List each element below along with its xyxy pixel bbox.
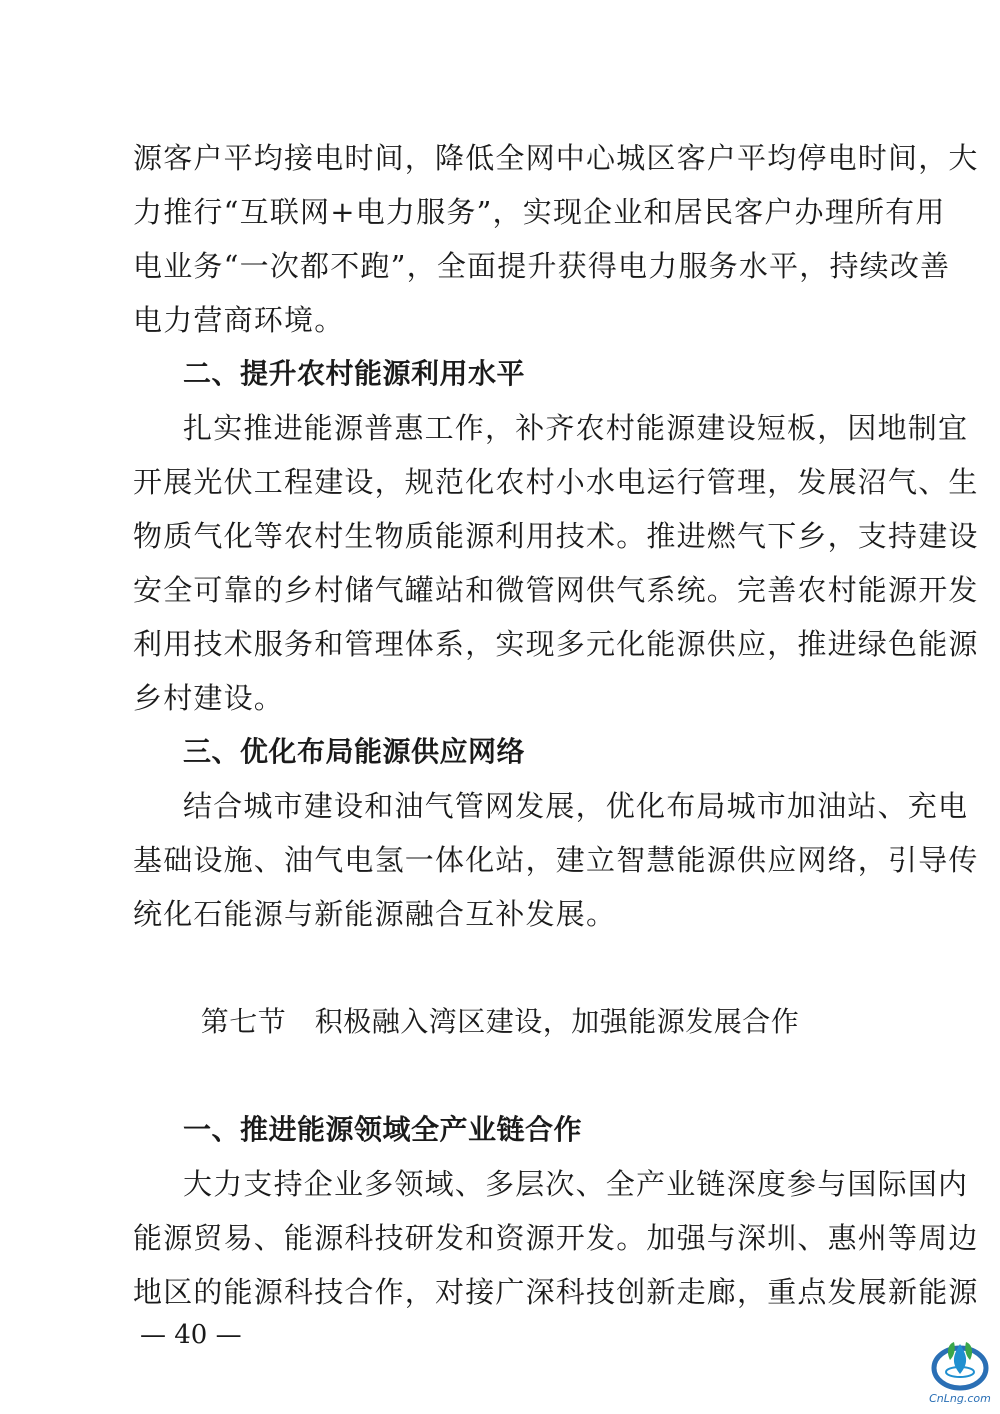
paragraph-2-line-2: 开展光伏工程建设，规范化农村小水电运行管理，发展沼气、生 — [133, 465, 979, 499]
paragraph-2-line-3: 物质气化等农村生物质能源利用技术。推进燃气下乡，支持建设 — [133, 519, 979, 553]
paragraph-1-line-2: 力推行“互联网+电力服务”，实现企业和居民客户办理所有用 — [133, 195, 946, 229]
paragraph-4-line-3: 地区的能源科技合作，对接广深科技创新走廊，重点发展新能源 — [133, 1275, 979, 1309]
paragraph-1-line-4: 电力营商环境。 — [133, 303, 345, 337]
paragraph-2-line-6: 乡村建设。 — [133, 681, 285, 715]
logo-text: CnLng.com — [929, 1392, 991, 1405]
heading-rural-energy: 二、提升农村能源利用水平 — [183, 357, 526, 390]
paragraph-4-line-1: 大力支持企业多领域、多层次、全产业链深度参与国际国内 — [183, 1167, 969, 1201]
paragraph-1-line-1: 源客户平均接电时间，降低全网中心城区客户平均停电时间，大 — [133, 141, 979, 175]
paragraph-3-line-2: 基础设施、油气电氢一体化站，建立智慧能源供应网络，引导传 — [133, 843, 979, 877]
section-title: 第七节 积极融入湾区建设，加强能源发展合作 — [200, 1005, 800, 1038]
paragraph-4-line-2: 能源贸易、能源科技研发和资源开发。加强与深圳、惠州等周边 — [133, 1221, 979, 1255]
paragraph-3-line-3: 统化石能源与新能源融合互补发展。 — [133, 897, 617, 931]
paragraph-2-line-1: 扎实推进能源普惠工作，补齐农村能源建设短板，因地制宜 — [183, 411, 969, 445]
paragraph-3-line-1: 结合城市建设和油气管网发展，优化布局城市加油站、充电 — [183, 789, 969, 823]
paragraph-1-line-3: 电业务“一次都不跑”，全面提升获得电力服务水平，持续改善 — [133, 249, 951, 283]
heading-energy-supply-network: 三、优化布局能源供应网络 — [183, 735, 526, 768]
heading-industry-chain-cooperation: 一、推进能源领域全产业链合作 — [183, 1113, 583, 1146]
paragraph-2-line-5: 利用技术服务和管理体系，实现多元化能源供应，推进绿色能源 — [133, 627, 979, 661]
page-number: — 40 — — [140, 1320, 242, 1350]
paragraph-2-line-4: 安全可靠的乡村储气罐站和微管网供气系统。完善农村能源开发 — [133, 573, 979, 607]
